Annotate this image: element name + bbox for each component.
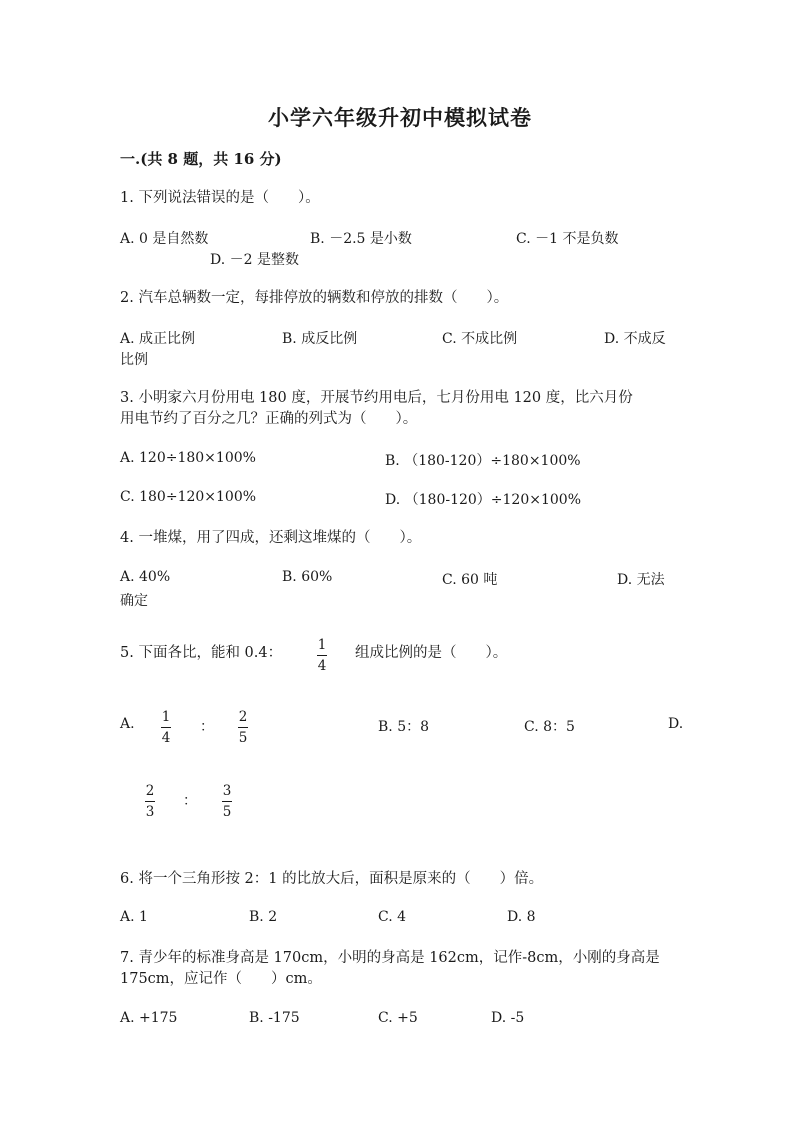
fraction-numerator: 2 (238, 709, 248, 725)
question-2-option-b: B. 成反比例 (282, 331, 358, 347)
question-6-option-a: A. 1 (120, 909, 148, 925)
question-1-option-c: C. －1 不是负数 (516, 231, 619, 247)
question-3-option-c: C. 180÷120×100% (120, 489, 257, 505)
question-5-option-d-fraction-2 (222, 784, 232, 819)
page-title: 小学六年级升初中模拟试卷 (268, 105, 532, 130)
question-2-option-c: C. 不成比例 (442, 331, 518, 347)
question-3-option-a: A. 120÷180×100% (120, 450, 256, 466)
question-5-option-d-label: D. (668, 716, 684, 732)
question-7-option-b: B. -175 (249, 1010, 300, 1026)
question-4-option-a: A. 40% (120, 569, 171, 585)
question-7-option-d: D. -5 (491, 1010, 525, 1026)
question-1-text: 1. 下列说法错误的是（ ）。 (120, 190, 320, 206)
fraction-bar (161, 727, 171, 728)
question-5-text-prefix: 5. 下面各比，能和 0.4： (120, 645, 283, 661)
fraction-bar (222, 801, 232, 802)
question-2-option-d: D. 不成反 (604, 331, 666, 347)
question-3-text-line-1: 3. 小明家六月份用电 180 度，开展节约用电后，七月份用电 120 度，比六月份 (120, 390, 633, 406)
question-3-option-d: D. （180-120）÷120×100% (385, 492, 582, 508)
fraction-numerator: 3 (222, 783, 232, 799)
question-7-text-line-2: 175cm，应记作（ ）cm。 (120, 971, 322, 987)
fraction-bar (317, 655, 327, 656)
question-5-option-d-colon: ： (183, 793, 197, 809)
fraction-denominator: 5 (238, 730, 248, 746)
question-5-option-b: B. 5：8 (378, 719, 430, 735)
question-5-option-a-fraction-2 (238, 710, 248, 745)
fraction-denominator: 4 (161, 730, 171, 746)
question-3-text-line-2: 用电节约了百分之几？正确的列式为（ ）。 (120, 411, 418, 427)
section-heading: 一.(共 8 题，共 16 分) (120, 150, 282, 168)
fraction-denominator: 5 (222, 804, 232, 820)
fraction-numerator: 1 (317, 637, 327, 653)
question-4-text: 4. 一堆煤，用了四成，还剩这堆煤的（ ）。 (120, 530, 422, 546)
question-5-fraction (317, 638, 327, 673)
fraction-denominator: 3 (145, 804, 155, 820)
question-2-text: 2. 汽车总辆数一定，每排停放的辆数和停放的排数（ ）。 (120, 290, 509, 306)
question-4-option-d-continued: 确定 (120, 593, 148, 609)
question-5-option-a-label: A. (120, 716, 135, 732)
question-5-option-a-colon: ： (200, 719, 214, 735)
question-2-option-a: A. 成正比例 (120, 331, 196, 347)
fraction-bar (238, 727, 248, 728)
question-1-option-b: B. －2.5 是小数 (310, 231, 412, 247)
question-7-option-c: C. +5 (378, 1010, 418, 1026)
question-4-option-b: B. 60% (282, 569, 333, 585)
question-1-option-a: A. 0 是自然数 (120, 231, 209, 247)
fraction-numerator: 2 (145, 783, 155, 799)
question-6-option-d: D. 8 (507, 909, 536, 925)
question-5-option-a-fraction-1 (161, 710, 171, 745)
question-2-option-d-continued: 比例 (120, 352, 148, 368)
question-5-text-suffix: 组成比例的是（ ）。 (355, 645, 508, 661)
question-1-option-d: D. －2 是整数 (210, 252, 299, 268)
fraction-numerator: 1 (161, 709, 171, 725)
question-6-option-c: C. 4 (378, 909, 407, 925)
fraction-denominator: 4 (317, 658, 327, 674)
question-7-option-a: A. +175 (120, 1010, 178, 1026)
question-3-option-b: B. （180-120）÷180×100% (385, 453, 581, 469)
question-7-text-line-1: 7. 青少年的标准身高是 170cm，小明的身高是 162cm，记作-8cm，小刚的身高是 (120, 950, 660, 966)
question-6-text: 6. 将一个三角形按 2：1 的比放大后，面积是原来的（ ）倍。 (120, 871, 544, 887)
fraction-bar (145, 801, 155, 802)
question-5-option-c: C. 8：5 (524, 719, 575, 735)
question-6-option-b: B. 2 (249, 909, 278, 925)
question-4-option-d: D. 无法 (617, 572, 665, 588)
question-5-option-d-fraction-1 (145, 784, 155, 819)
question-4-option-c: C. 60 吨 (442, 572, 498, 588)
